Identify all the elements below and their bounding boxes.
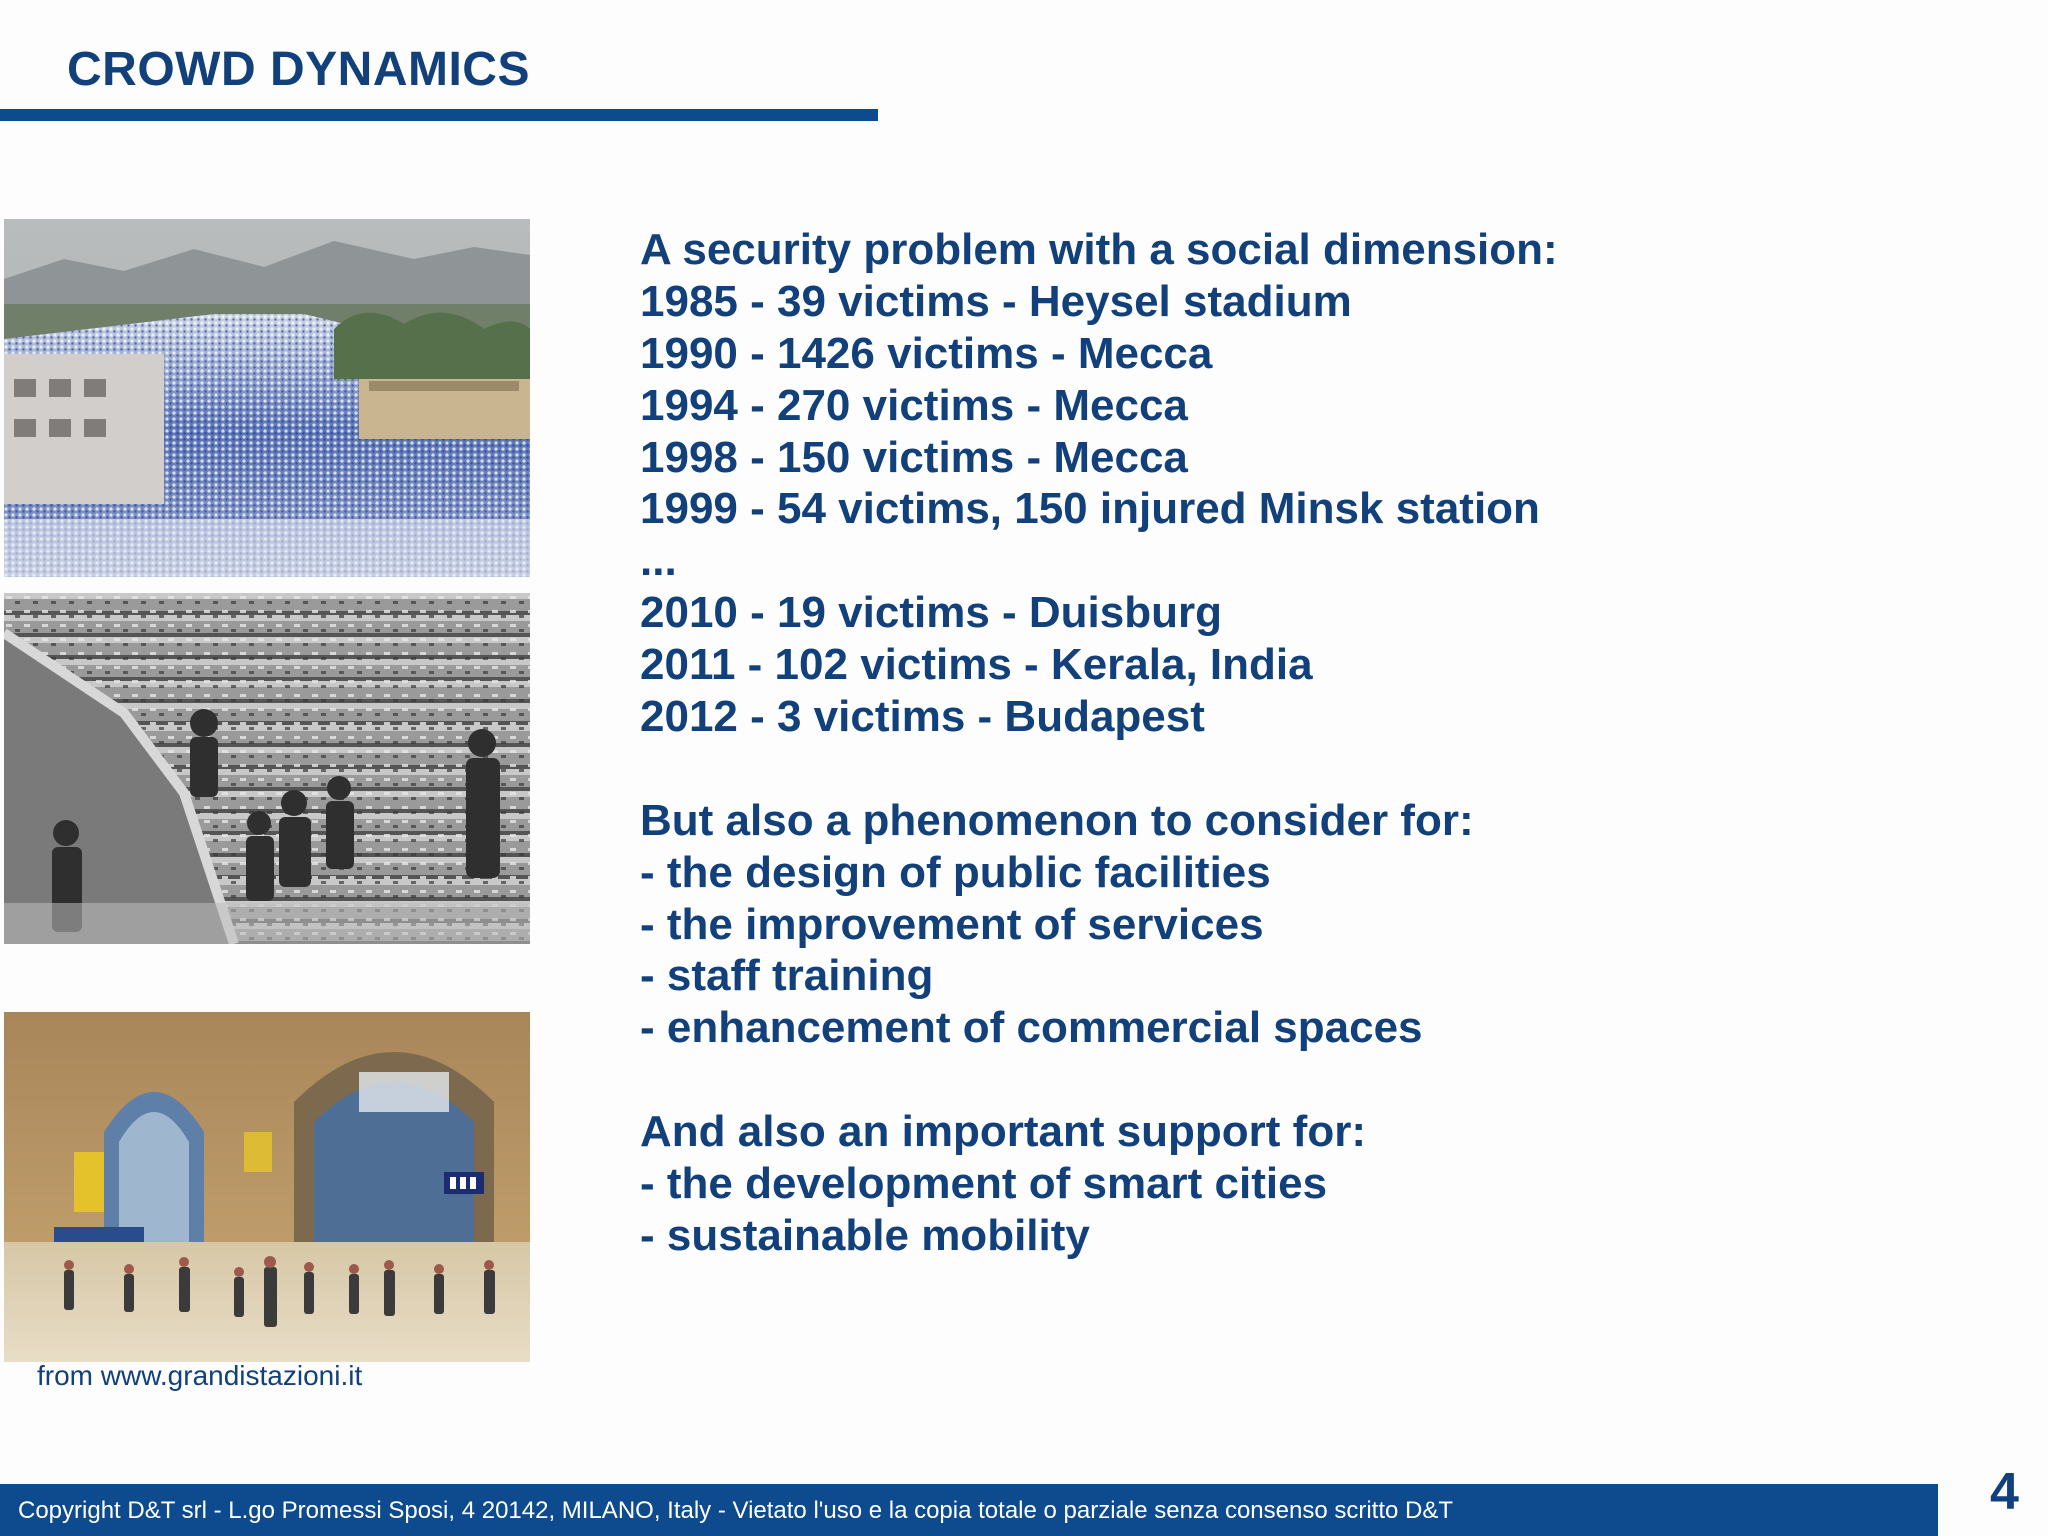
body-line: - the improvement of services xyxy=(640,899,1264,949)
milan-station-hall-photo xyxy=(4,1012,530,1362)
body-line: ... xyxy=(640,536,677,586)
slide-body-text xyxy=(640,224,1970,1262)
copyright-notice: Copyright D&T srl - L.go Promessi Sposi, 4 20142, MILANO, Italy - Vietato l'uso e la copia totale o parziale senza consenso scritto D&T xyxy=(18,1497,1454,1524)
body-line: - sustainable mobility xyxy=(640,1210,1090,1260)
page-number: 4 xyxy=(1990,1463,2019,1521)
image-source-caption: from www.grandistazioni.it xyxy=(37,1360,363,1391)
body-line: 2012 - 3 victims - Budapest xyxy=(640,692,1205,742)
body-line: - the development of smart cities xyxy=(640,1159,1328,1209)
body-line: - staff training xyxy=(640,951,934,1001)
body-line: 2010 - 19 victims - Duisburg xyxy=(640,588,1222,638)
body-line: A security problem with a social dimension: xyxy=(640,225,1558,274)
body-line: - enhancement of commercial spaces xyxy=(640,1003,1423,1053)
body-line: 1994 - 270 victims - Mecca xyxy=(640,380,1188,430)
body-line xyxy=(640,1054,1970,1106)
slide-title: CROWD DYNAMICS xyxy=(67,43,530,96)
body-line: 1985 - 39 victims - Heysel stadium xyxy=(640,276,1352,326)
body-line: 1990 - 1426 victims - Mecca xyxy=(640,328,1213,378)
body-line: - the design of public facilities xyxy=(640,847,1271,897)
body-line: 1999 - 54 victims, 150 injured Minsk station xyxy=(640,484,1540,534)
body-line: And also an important support for: xyxy=(640,1107,1366,1157)
stadium-stairs-bw-photo xyxy=(4,593,530,944)
footer-bar xyxy=(0,1484,1938,1536)
body-line: But also a phenomenon to consider for: xyxy=(640,795,1474,845)
body-line: 1998 - 150 victims - Mecca xyxy=(640,432,1188,482)
body-line: 2011 - 102 victims - Kerala, India xyxy=(640,640,1313,690)
crowd-street-photo xyxy=(4,219,530,577)
body-line xyxy=(640,743,1970,795)
title-underline xyxy=(0,109,878,121)
